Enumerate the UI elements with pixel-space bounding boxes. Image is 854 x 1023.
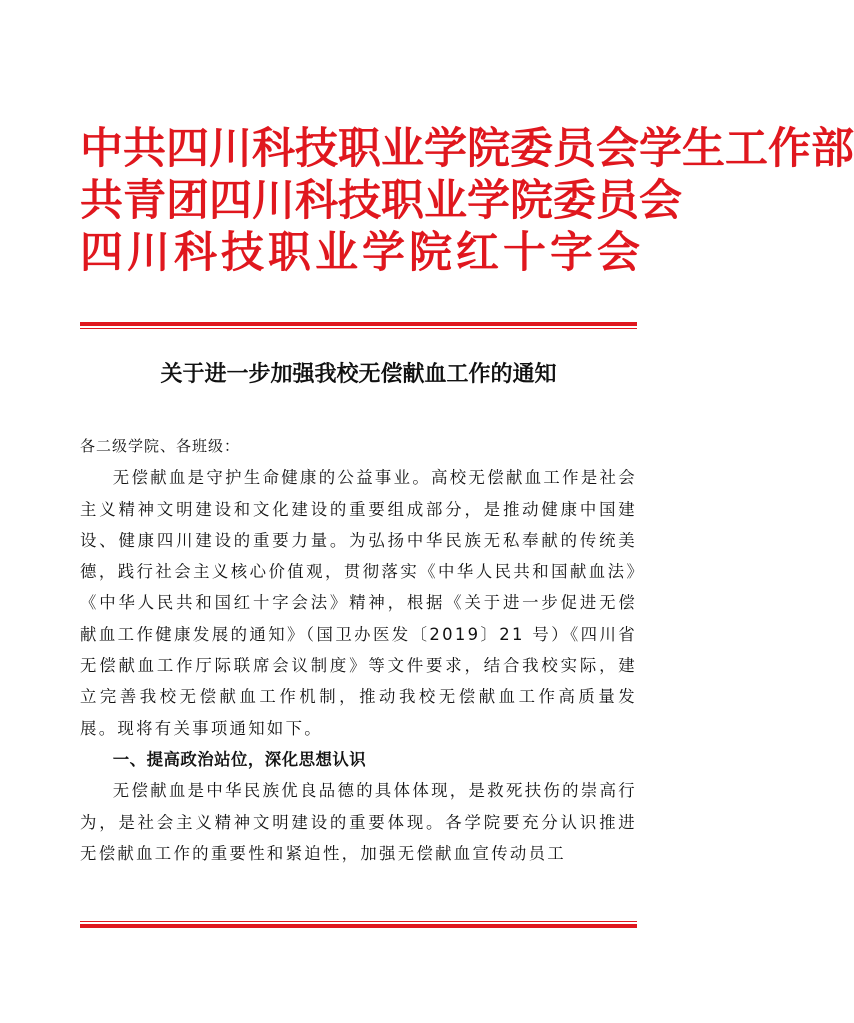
issuer-char: 红	[456, 228, 499, 278]
issuer-char: 作	[768, 124, 811, 174]
issuer-char: 学	[424, 124, 467, 174]
issuer-char: 员	[553, 124, 596, 174]
footer-red-rule	[80, 921, 637, 928]
issuer-char: 会	[596, 124, 639, 174]
issuer-char: 技	[295, 124, 338, 174]
issuer-char: 川	[209, 124, 252, 174]
issuer-char: 委	[510, 124, 553, 174]
intro-paragraph: 无偿献血是守护生命健康的公益事业。高校无偿献血工作是社会主义精神文明建设和文化建设的重要组成部分，是推动健康中国建设、健康四川建设的重要力量。为弘扬中华民族无私奉献的传统美德，践行社会主义核心价值观，贯彻落实《中华人民共和国献血法》《中华人民共和国红十字会法》精神，根据《关于进一步促进无偿献血工作健康发展的通知》（国卫办医发〔2019〕21 号）《四川省无偿献血工作厅际联席会议制度》等文件要求，结合我校实际，建立完善我校无偿献血工作机制，推动我校无偿献血工作高质量发展。现将有关事项通知如下。	[80, 468, 637, 738]
salutation: 各二级学院、各班级：	[80, 437, 241, 455]
issuer-char: 学	[467, 176, 510, 226]
issuer-char: 学	[362, 228, 405, 278]
issuer-char: 业	[424, 176, 467, 226]
document-title: 关于进一步加强我校无偿献血工作的通知	[160, 361, 557, 387]
issuer-char: 会	[597, 228, 640, 278]
issuer-char: 十	[503, 228, 546, 278]
issuer-char: 共	[123, 124, 166, 174]
issuer-char: 院	[409, 228, 452, 278]
issuer-char: 业	[381, 124, 424, 174]
issuer-char: 科	[174, 228, 217, 278]
issuer-char: 科	[295, 176, 338, 226]
document-body	[80, 431, 637, 869]
issuer-char: 工	[725, 124, 768, 174]
issuer-char: 青	[123, 176, 166, 226]
issuer-char: 职	[338, 124, 381, 174]
issuer-char: 团	[166, 176, 209, 226]
issuer-char: 四	[80, 228, 123, 278]
issuer-char: 四	[209, 176, 252, 226]
issuer-char: 科	[252, 124, 295, 174]
section-paragraph: 无偿献血是中华民族优良品德的具体体现，是救死扶伤的崇高行为，是社会主义精神文明建设的重要体现。各学院要充分认识推进无偿献血工作的重要性和紧迫性，加强无偿献血宣传动员工	[80, 781, 637, 863]
issuer-char: 中	[80, 124, 123, 174]
issuer-char: 技	[221, 228, 264, 278]
issuer-char: 委	[553, 176, 596, 226]
issuer-line-2	[80, 175, 682, 227]
issuer-char: 川	[127, 228, 170, 278]
issuer-char: 字	[550, 228, 593, 278]
issuer-header	[80, 123, 854, 279]
issuer-line-3	[80, 227, 640, 279]
issuer-char: 员	[596, 176, 639, 226]
issuer-char: 会	[639, 176, 682, 226]
issuer-line-1	[80, 123, 854, 175]
issuer-char: 生	[682, 124, 725, 174]
section-heading: 一、提高政治站位，深化思想认识	[112, 749, 367, 769]
issuer-char: 业	[315, 228, 358, 278]
header-red-rule	[80, 322, 637, 329]
issuer-char: 学	[639, 124, 682, 174]
issuer-char: 院	[467, 124, 510, 174]
issuer-char: 共	[80, 176, 123, 226]
issuer-char: 院	[510, 176, 553, 226]
issuer-char: 川	[252, 176, 295, 226]
issuer-char: 职	[381, 176, 424, 226]
issuer-char: 职	[268, 228, 311, 278]
issuer-char: 四	[166, 124, 209, 174]
issuer-char: 技	[338, 176, 381, 226]
issuer-char: 部	[811, 124, 854, 174]
